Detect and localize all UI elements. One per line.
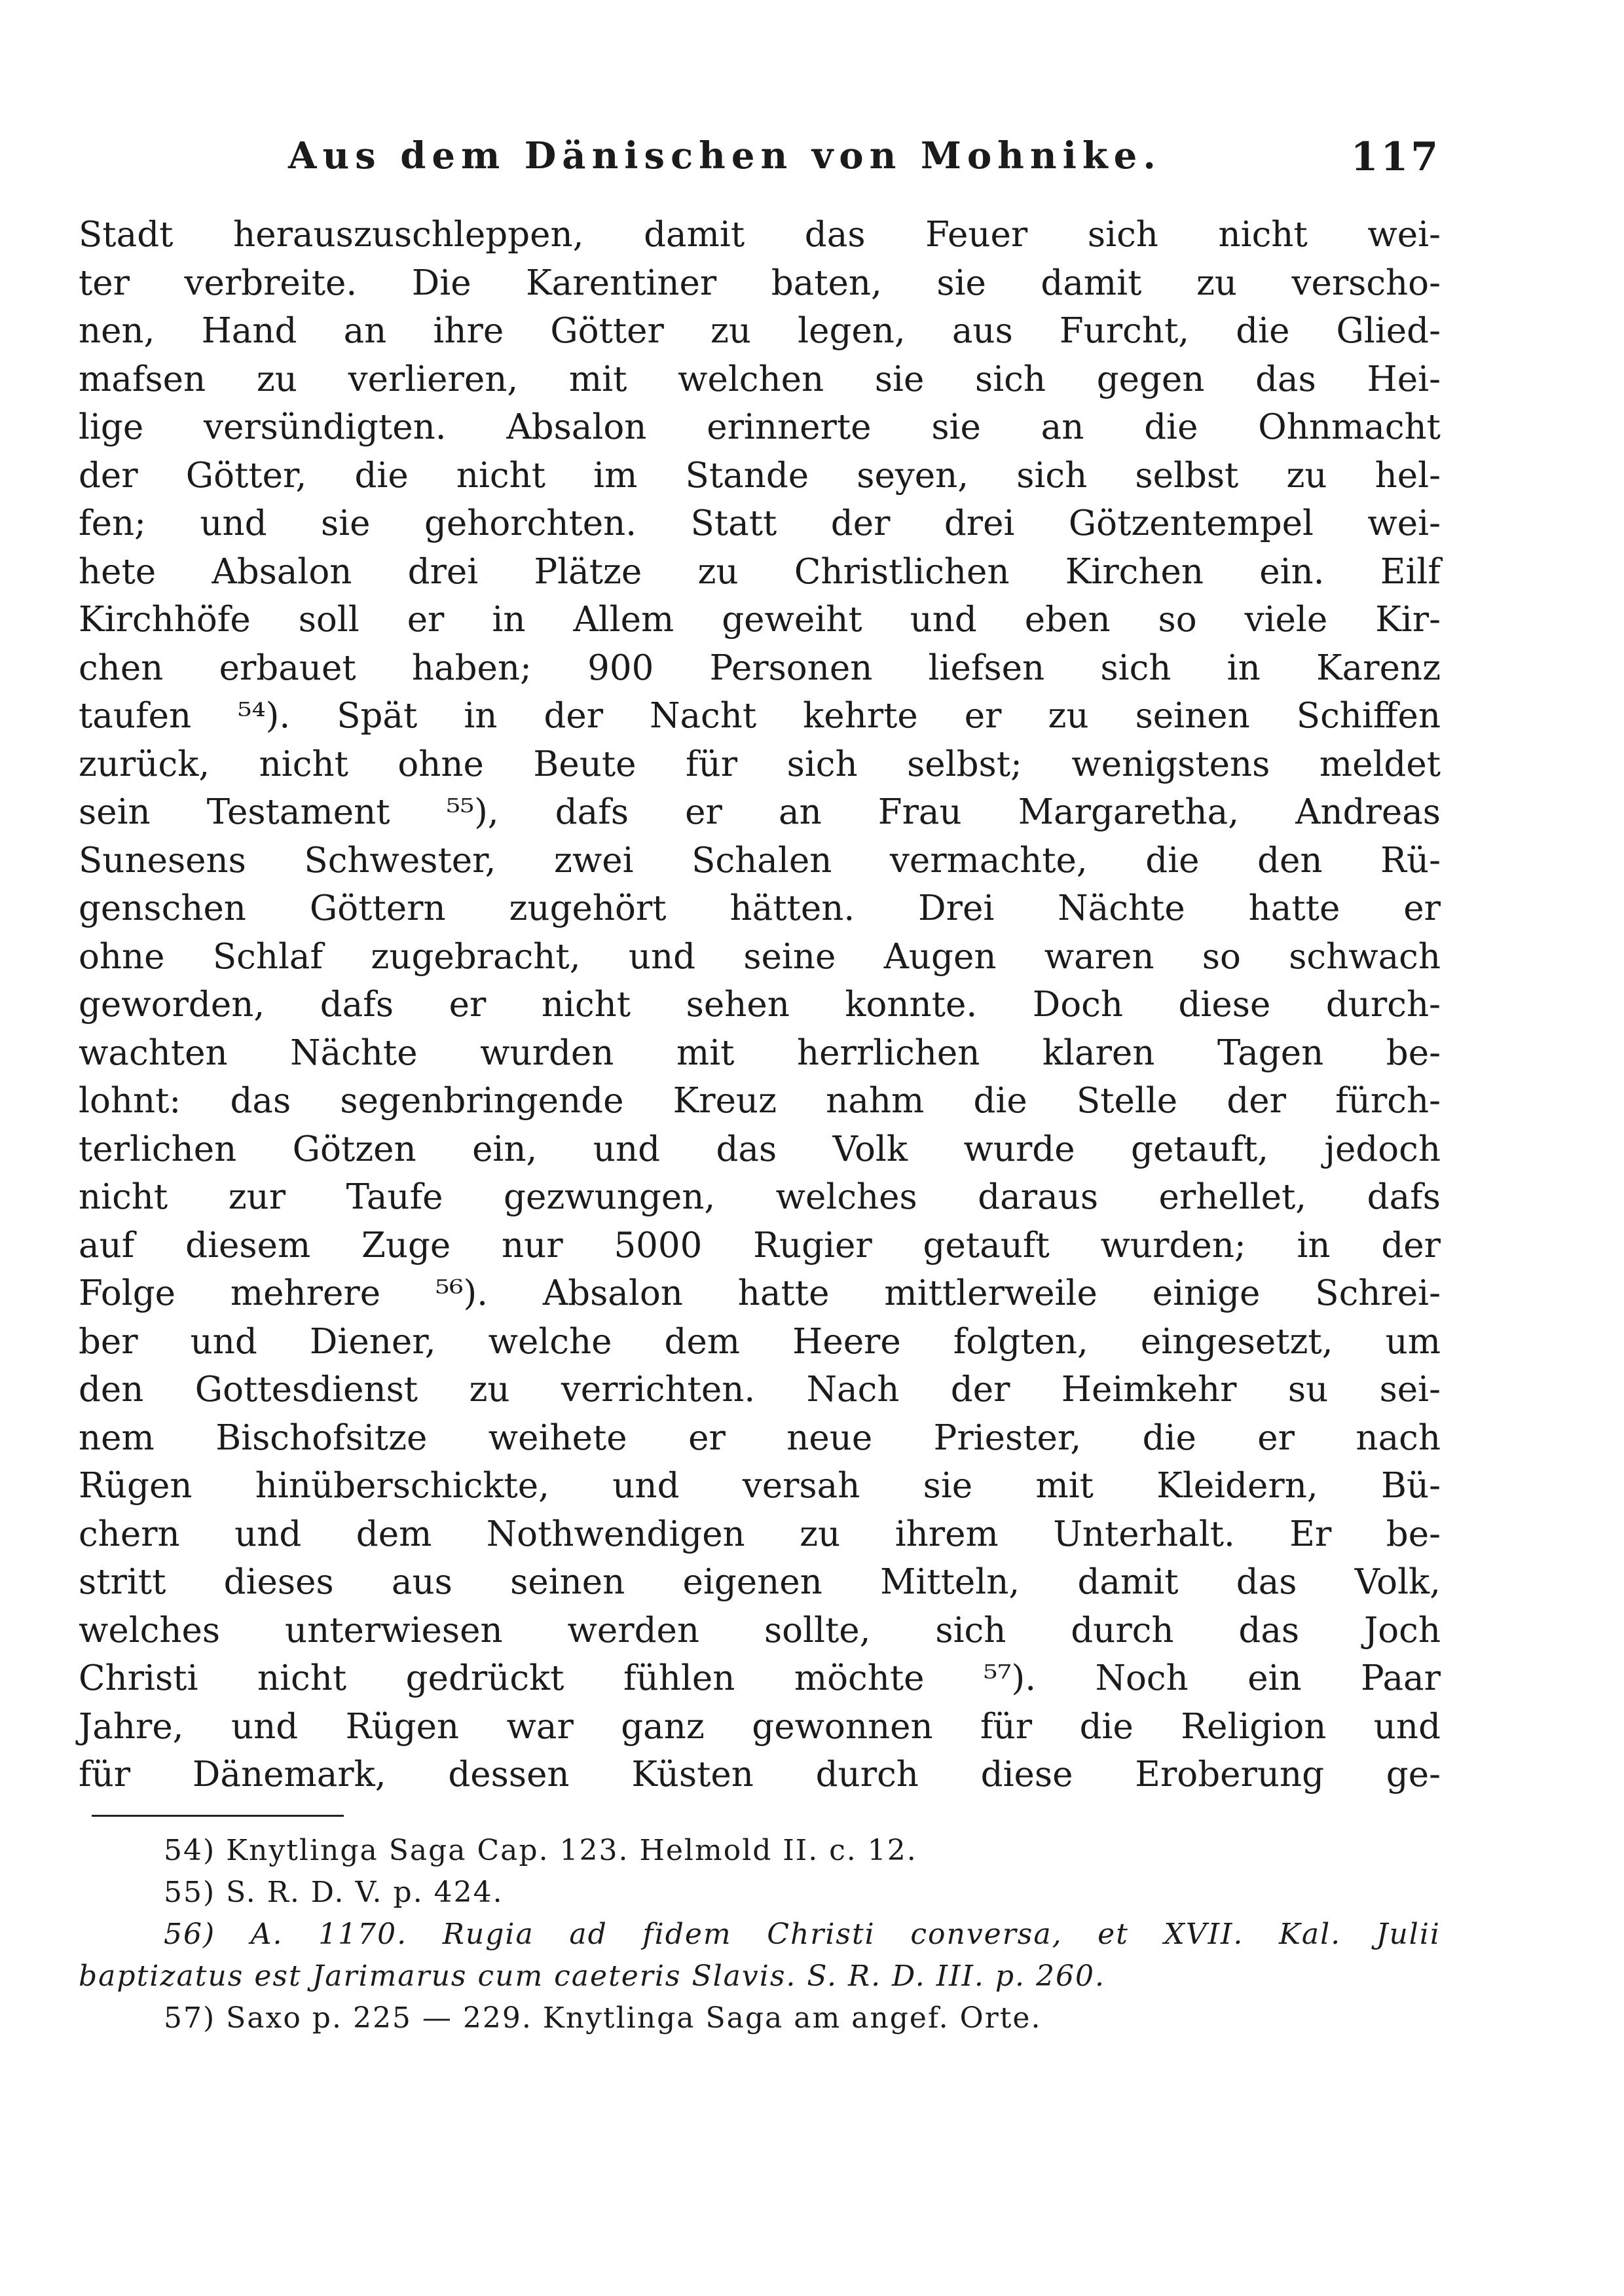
text-line: nem Bischofsitze weihete er neue Priester, die er nach bbox=[79, 1417, 1441, 1458]
footnote-57: 57) Saxo p. 225 — 229. Knytlinga Saga am angef. Orte. bbox=[164, 2001, 1042, 2035]
footnote-divider bbox=[92, 1815, 344, 1817]
text-line: ohne Schlaf zugebracht, und seine Augen waren so schwach bbox=[79, 936, 1441, 977]
text-line: welches unterwiesen werden sollte, sich durch das Joch bbox=[79, 1610, 1441, 1650]
text-line: taufen ⁵⁴). Spät in der Nacht kehrte er zu seinen Schiffen bbox=[79, 696, 1441, 736]
text-line: geworden, dafs er nicht sehen konnte. Doch diese durch- bbox=[79, 985, 1441, 1025]
text-line: chern und dem Nothwendigen zu ihrem Unterhalt. Er be- bbox=[79, 1514, 1441, 1554]
text-line: Jahre, und Rügen war ganz gewonnen für die Religion und bbox=[79, 1706, 1441, 1747]
footnotes bbox=[79, 1830, 1441, 2039]
text-line: Folge mehrere ⁵⁶). Absalon hatte mittlerweile einige Schrei- bbox=[79, 1273, 1441, 1313]
text-line: Stadt herauszuschleppen, damit das Feuer sich nicht wei- bbox=[79, 215, 1441, 255]
footnote-56-continued: baptizatus est Jarimarus cum caeteris Slavis. S. R. D. III. p. 260. bbox=[79, 1959, 1105, 1993]
footnote-55: 55) S. R. D. V. p. 424. bbox=[164, 1876, 504, 1909]
text-line: Sunesens Schwester, zwei Schalen vermachte, die den Rü- bbox=[79, 840, 1441, 881]
body-text bbox=[79, 211, 1441, 1799]
text-line: zurück, nicht ohne Beute für sich selbst; wenigstens meldet bbox=[79, 744, 1441, 784]
text-line: für Dänemark, dessen Küsten durch diese Eroberung ge- bbox=[79, 1755, 1441, 1795]
text-line: ter verbreite. Die Karentiner baten, sie damit zu verscho- bbox=[79, 263, 1441, 303]
text-line: wachten Nächte wurden mit herrlichen klaren Tagen be- bbox=[79, 1032, 1441, 1073]
text-line: chen erbauet haben; 900 Personen liefsen sich in Karenz bbox=[79, 647, 1441, 688]
text-line: nicht zur Taufe gezwungen, welches daraus erhellet, dafs bbox=[79, 1177, 1441, 1217]
text-line: genschen Göttern zugehört hätten. Drei Nächte hatte er bbox=[79, 888, 1441, 928]
text-line: stritt dieses aus seinen eigenen Mitteln, damit das Volk, bbox=[79, 1562, 1441, 1602]
text-line: Christi nicht gedrückt fühlen möchte ⁵⁷). Noch ein Paar bbox=[79, 1658, 1441, 1698]
text-line: der Götter, die nicht im Stande seyen, sich selbst zu hel- bbox=[79, 455, 1441, 496]
text-line: auf diesem Zuge nur 5000 Rugier getauft wurden; in der bbox=[79, 1225, 1441, 1266]
text-line: hete Absalon drei Plätze zu Christlichen Kirchen ein. Eilf bbox=[79, 551, 1441, 592]
running-title: Aus dem Dänischen von Mohnike. bbox=[288, 134, 1162, 177]
page-header bbox=[288, 134, 1441, 193]
text-line: den Gottesdienst zu verrichten. Nach der Heimkehr su sei- bbox=[79, 1370, 1441, 1410]
text-line: fen; und sie gehorchten. Statt der drei Götzentempel wei- bbox=[79, 503, 1441, 543]
footnote-54: 54) Knytlinga Saga Cap. 123. Helmold II. c. 12. bbox=[164, 1834, 917, 1867]
text-line: lige versündigten. Absalon erinnerte sie an die Ohnmacht bbox=[79, 407, 1441, 447]
footnote-56: 56) A. 1170. Rugia ad fidem Christi conversa, et XVII. Kal. Julii bbox=[164, 1918, 1441, 1951]
text-line: Rügen hinüberschickte, und versah sie mit Kleidern, Bü- bbox=[79, 1466, 1441, 1506]
text-line: ber und Diener, welche dem Heere folgten, eingesetzt, um bbox=[79, 1321, 1441, 1362]
page-number: 117 bbox=[1350, 134, 1441, 180]
text-line: terlichen Götzen ein, und das Volk wurde getauft, jedoch bbox=[79, 1129, 1441, 1169]
text-line: mafsen zu verlieren, mit welchen sie sich gegen das Hei- bbox=[79, 359, 1441, 399]
text-line: sein Testament ⁵⁵), dafs er an Frau Margaretha, Andreas bbox=[79, 792, 1441, 832]
text-line: nen, Hand an ihre Götter zu legen, aus Furcht, die Glied- bbox=[79, 311, 1441, 351]
text-line: Kirchhöfe soll er in Allem geweiht und eben so viele Kir- bbox=[79, 600, 1441, 640]
text-line: lohnt: das segenbringende Kreuz nahm die Stelle der fürch- bbox=[79, 1081, 1441, 1121]
